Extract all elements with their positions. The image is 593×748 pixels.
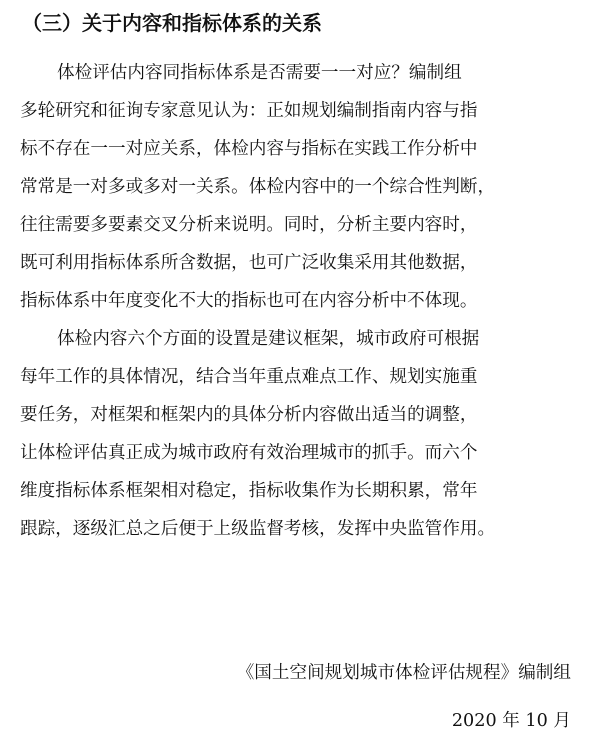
paragraph-line: 标不存在一一对应关系，体检内容与指标在实践工作分析中 xyxy=(20,139,478,159)
paragraph-line: 要任务，对框架和框架内的具体分析内容做出适当的调整， xyxy=(20,405,478,425)
paragraph-line: 跟踪，逐级汇总之后便于上级监督考核，发挥中央监管作用。 xyxy=(20,519,496,539)
paragraph-line: 既可利用指标体系所含数据，也可广泛收集采用其他数据， xyxy=(20,253,478,273)
paragraph-line: 多轮研究和征询专家意见认为：正如规划编制指南内容与指 xyxy=(20,101,478,121)
paragraph-line: 指标体系中年度变化不大的指标也可在内容分析中不体现。 xyxy=(20,291,478,311)
paragraph-line: 每年工作的具体情况，结合当年重点难点工作、规划实施重 xyxy=(20,367,478,387)
paragraph-line: 维度指标体系框架相对稳定，指标收集作为长期积累，常年 xyxy=(20,481,478,501)
paragraph-line: 往往需要多要素交叉分析来说明。同时，分析主要内容时， xyxy=(20,215,478,235)
paragraph-line: 常常是一对多或多对一关系。体检内容中的一个综合性判断， xyxy=(20,177,496,197)
paragraph-line: 体检评估内容同指标体系是否需要一一对应？编制组 xyxy=(57,63,462,83)
paragraph-line: 让体检评估真正成为城市政府有效治理城市的抓手。而六个 xyxy=(20,443,478,463)
paragraph-2 xyxy=(20,320,580,548)
document-date: 2020 年 10 月 xyxy=(451,711,571,731)
section-heading: （三）关于内容和指标体系的关系 xyxy=(22,11,322,35)
paragraph-1 xyxy=(20,54,580,320)
author-signature: 《国土空间规划城市体检评估规程》编制组 xyxy=(236,663,571,683)
paragraph-line: 体检内容六个方面的设置是建议框架，城市政府可根据 xyxy=(57,329,480,349)
